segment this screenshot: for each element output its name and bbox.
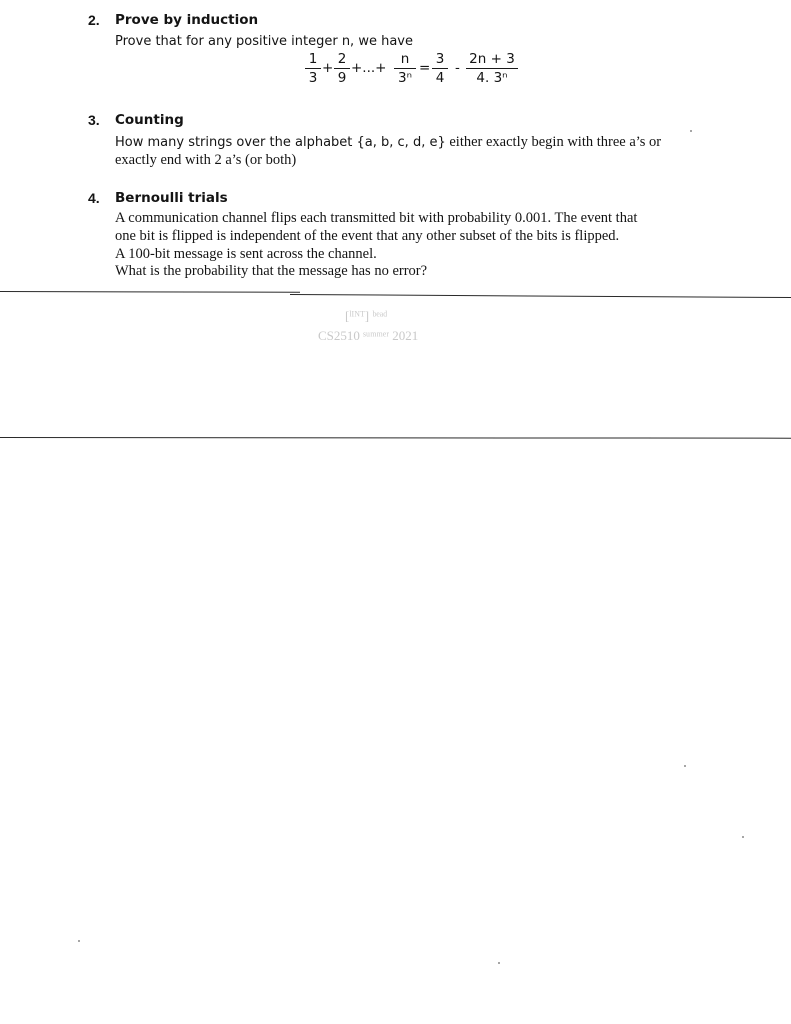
problem-number: 3. xyxy=(88,112,100,128)
fraction-n-3n: n 3ⁿ xyxy=(394,50,416,87)
fraction-2-9: 2 9 xyxy=(334,50,350,87)
minus-sign: - xyxy=(455,60,460,76)
induction-formula xyxy=(300,50,530,94)
problem-text: exactly end with 2 a’s (or both) xyxy=(115,152,297,168)
equals-sign: = xyxy=(419,60,431,76)
plus-sign: + xyxy=(322,60,334,76)
problem-text: A 100-bit message is sent across the channel. xyxy=(115,246,377,262)
problem-text: A communication channel flips each transmitted bit with probability 0.001. The event that xyxy=(115,210,638,226)
bleed-through-text: [ˡᴵᴺᵀ] ᵇᵉᵃᵈ xyxy=(345,308,388,323)
divider-line xyxy=(0,437,791,439)
problem-text: What is the probability that the message has no error? xyxy=(115,263,428,279)
divider-line xyxy=(0,291,300,293)
scan-speck xyxy=(78,940,80,942)
problem-number: 2. xyxy=(88,12,100,28)
problem-text: one bit is flipped is independent of the event that any other subset of the bits is flipped. xyxy=(115,228,620,244)
problem-title: Counting xyxy=(115,112,184,128)
scan-speck xyxy=(684,765,686,767)
scan-speck xyxy=(742,836,744,838)
problem-title: Bernoulli trials xyxy=(115,190,228,206)
divider-line xyxy=(290,294,791,298)
problem-number: 4. xyxy=(88,190,100,206)
ellipsis-sum: +...+ xyxy=(351,60,387,76)
problem-text: Prove that for any positive integer n, we have xyxy=(115,34,413,49)
fraction-1-3: 1 3 xyxy=(305,50,321,87)
bleed-through-text: CS2510 ˢᵘᵐᵐᵉʳ 2021 xyxy=(318,328,419,343)
problem-text: How many strings over the alphabet {a, b, c, d, e} either exactly begin with three a’s or xyxy=(115,134,662,150)
scan-speck xyxy=(498,962,500,964)
problem-title: Prove by induction xyxy=(115,12,259,28)
fraction-2n3-43n: 2n + 3 4. 3ⁿ xyxy=(466,50,518,87)
fraction-3-4: 3 4 xyxy=(432,50,448,87)
scan-speck xyxy=(690,130,692,132)
